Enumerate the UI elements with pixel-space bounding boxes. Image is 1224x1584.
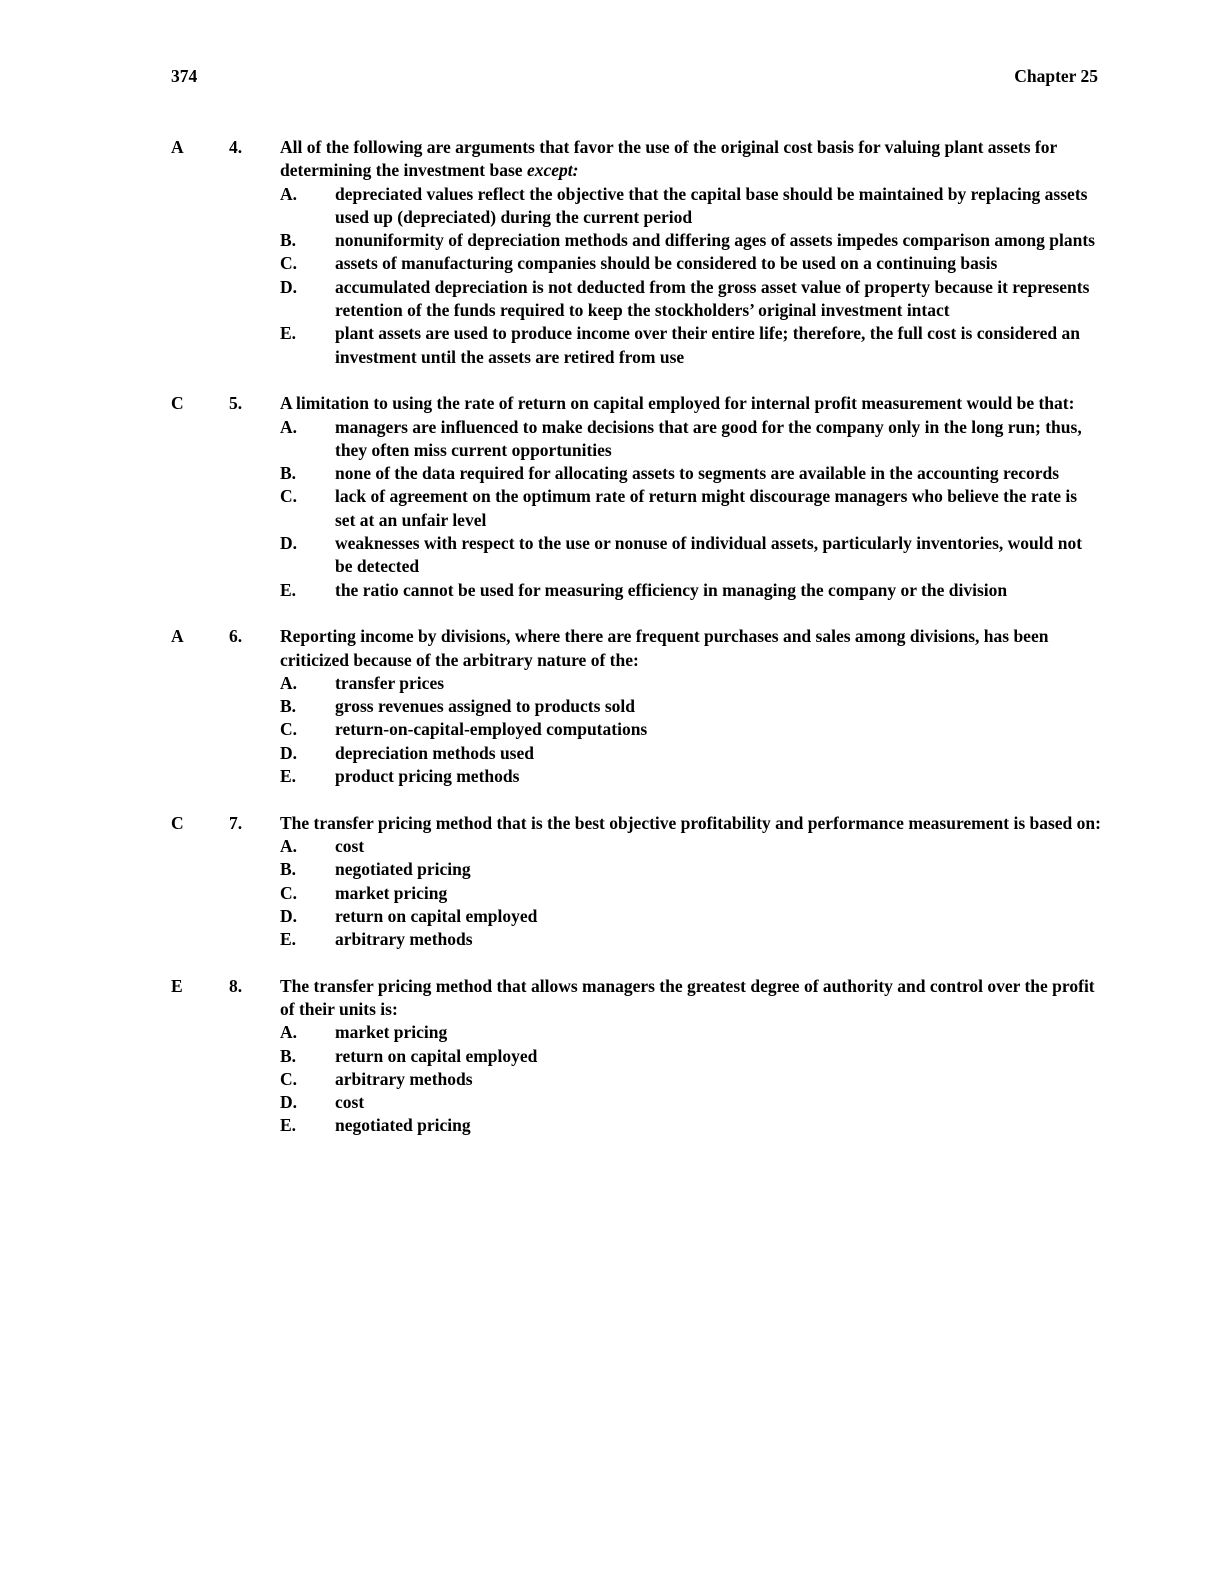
option-b [280,462,1101,485]
question-number: 7. [229,812,243,833]
option-letter: B. [280,463,297,484]
option-letter: D. [280,276,298,297]
option-letter: E. [280,766,297,787]
option-d [280,905,1101,928]
option-d [280,742,1101,765]
option-text: assets of manufacturing companies should be considered to be used on a continuing basis [335,253,998,274]
question-stem: The transfer pricing method that allows managers the greatest degree of authority and control over the profit of their units is: [280,975,1095,1019]
question-4 [171,136,1101,369]
answer-key: A [171,626,184,647]
question-8 [171,975,1101,1138]
option-letter: C. [280,486,298,507]
option-text: nonuniformity of depreciation methods and differing ages of assets impedes comparison among plants [335,230,1095,251]
option-b [280,858,1101,881]
option-text: transfer prices [335,672,445,693]
option-text: lack of agreement on the optimum rate of return might discourage managers who believe the rate is set at an unfair level [335,486,1078,530]
option-c [280,718,1101,741]
option-text: negotiated pricing [335,859,471,880]
option-d [280,1091,1101,1114]
option-a [280,183,1101,230]
option-a [280,1021,1101,1044]
page-number: 374 [171,66,198,86]
option-text: return on capital employed [335,905,538,926]
question-stem [280,136,1101,183]
question-body [280,392,1101,602]
option-a [280,835,1101,858]
option-list [280,835,1101,951]
chapter-label: Chapter 25 [1014,66,1098,86]
option-e [280,928,1101,951]
question-stem: The transfer pricing method that is the best objective profitability and performance measurement is based on: [280,812,1101,833]
option-text: plant assets are used to produce income over their entire life; therefore, the full cost is considered an investment until the assets are retired from use [335,323,1080,367]
stem-emphasis: except: [526,160,579,181]
option-c [280,1068,1101,1091]
option-text: managers are influenced to make decisions that are good for the company only in the long run; thus, they often miss current opportunities [335,416,1082,460]
option-letter: C. [280,253,298,274]
option-text: market pricing [335,1022,448,1043]
option-list [280,416,1101,602]
question-body [280,812,1101,952]
option-text: negotiated pricing [335,1115,471,1136]
option-text: return-on-capital-employed computations [335,719,648,740]
option-letter: B. [280,859,297,880]
question-number: 5. [229,393,243,414]
option-text: weaknesses with respect to the use or nonuse of individual assets, particularly inventories, would not be detected [335,533,1083,577]
question-number: 8. [229,975,243,996]
option-text: gross revenues assigned to products sold [335,696,635,717]
question-stem: A limitation to using the rate of return on capital employed for internal profit measurement would be that: [280,393,1075,414]
question-number: 6. [229,626,243,647]
question-6 [171,625,1101,788]
option-text: market pricing [335,882,448,903]
option-letter: E. [280,1115,297,1136]
option-letter: E. [280,323,297,344]
question-7 [171,812,1101,952]
option-letter: C. [280,882,298,903]
option-letter: B. [280,1045,297,1066]
option-text: arbitrary methods [335,929,473,950]
option-text: cost [335,1092,365,1113]
option-letter: A. [280,416,298,437]
option-b [280,695,1101,718]
option-b [280,1045,1101,1068]
option-list [280,672,1101,788]
option-text: product pricing methods [335,766,520,787]
option-letter: D. [280,905,298,926]
option-text: return on capital employed [335,1045,538,1066]
stem-text: All of the following are arguments that favor the use of the original cost basis for valuing plant assets for determining the investment base [280,137,1057,181]
question-body [280,136,1101,369]
question-number: 4. [229,137,243,157]
option-letter: E. [280,929,297,950]
option-e [280,1114,1101,1137]
option-letter: C. [280,1068,298,1089]
option-e [280,322,1101,369]
option-d [280,276,1101,323]
option-letter: A. [280,183,298,204]
option-letter: D. [280,533,298,554]
answer-key: E [171,975,183,996]
option-c [280,252,1101,275]
question-stem: Reporting income by divisions, where there are frequent purchases and sales among divisions, has been criticized because of the arbitrary nature of the: [280,626,1049,670]
question-5 [171,392,1101,602]
option-text: accumulated depreciation is not deducted from the gross asset value of property because it represents retention of the funds required to keep the stockholders’ original investment intact [335,276,1090,321]
question-body [280,625,1101,788]
answer-key: A [171,137,184,157]
option-list [280,1021,1101,1137]
option-letter: A. [280,835,298,856]
option-text: depreciated values reflect the objective that the capital base should be maintained by replacing assets used up (depreciated) during the current period [335,183,1088,227]
option-c [280,485,1101,532]
option-c [280,882,1101,905]
option-letter: C. [280,719,298,740]
option-text: arbitrary methods [335,1068,473,1089]
option-letter: D. [280,742,298,763]
option-b [280,229,1101,252]
option-text: none of the data required for allocating assets to segments are available in the accounting records [335,463,1060,484]
option-d [280,532,1101,579]
option-text: depreciation methods used [335,742,534,763]
option-a [280,416,1101,463]
option-letter: B. [280,696,297,717]
option-list [280,183,1101,369]
option-letter: B. [280,230,297,251]
answer-key: C [171,393,184,414]
option-e [280,765,1101,788]
option-e [280,579,1101,602]
option-letter: E. [280,579,297,600]
option-text: the ratio cannot be used for measuring efficiency in managing the company or the division [335,579,1008,600]
question-list [171,136,1101,1161]
option-letter: A. [280,672,298,693]
option-a [280,672,1101,695]
question-body [280,975,1101,1138]
answer-key: C [171,812,184,833]
option-letter: A. [280,1022,298,1043]
option-text: cost [335,835,365,856]
option-letter: D. [280,1092,298,1113]
